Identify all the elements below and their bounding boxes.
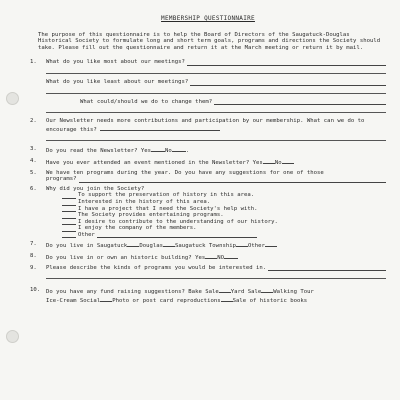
question-number: 3.: [30, 146, 37, 153]
answer-line[interactable]: [46, 105, 386, 113]
other-label: Other: [248, 243, 265, 250]
township-label: Saugatuck Township: [175, 243, 237, 250]
yes-blank[interactable]: [263, 158, 275, 164]
no-blank[interactable]: [224, 253, 238, 259]
option-row: [62, 192, 386, 199]
historic-books-label: Sale of historic books: [232, 297, 308, 304]
question-number: 8.: [30, 253, 37, 260]
option-label: I have a project that I need the Society's help with.: [78, 205, 258, 212]
answer-line[interactable]: [46, 271, 386, 279]
answer-line[interactable]: [46, 86, 386, 94]
question-9: [30, 265, 386, 280]
option-row: [62, 219, 386, 226]
township-blank[interactable]: [236, 241, 248, 247]
question-number: 4.: [30, 157, 37, 164]
punch-hole: [6, 330, 19, 343]
no-label: No: [165, 148, 172, 155]
answer-line[interactable]: [79, 177, 387, 183]
yes-blank[interactable]: [205, 253, 217, 259]
question-number: 6.: [30, 185, 37, 192]
answer-line[interactable]: [190, 80, 386, 86]
no-blank[interactable]: [282, 158, 294, 164]
question-6-text: Why did you join the Society?: [46, 185, 145, 192]
yes-label: Yes: [252, 159, 263, 166]
question-number: 10.: [30, 287, 41, 294]
question-5-text-cont: programs?: [46, 176, 77, 183]
question-1c-text: What could/should we do to change them?: [80, 98, 213, 105]
option-row: [62, 199, 386, 206]
douglas-blank[interactable]: [163, 241, 175, 247]
checkbox-blank[interactable]: [62, 200, 76, 206]
question-2: [30, 118, 386, 141]
question-5-text: We have ten programs during the year. Do you have any suggestions for one of those: [46, 169, 324, 176]
answer-line[interactable]: [46, 66, 386, 74]
bake-sale-label: Bake Sale: [188, 289, 219, 296]
photo-blank[interactable]: [221, 296, 233, 302]
ice-cream-social-label: Ice-Cream Social: [46, 297, 101, 304]
answer-line[interactable]: [46, 133, 386, 141]
ice-cream-blank[interactable]: [100, 296, 112, 302]
question-6: [30, 186, 386, 239]
yes-blank[interactable]: [151, 146, 165, 152]
question-5: [30, 170, 386, 183]
answer-line[interactable]: [100, 125, 220, 131]
no-label: NO: [217, 255, 225, 262]
page-title: MEMBERSHIP QUESTIONNAIRE: [161, 15, 255, 22]
option-label: The Society provides entertaining programs.: [78, 212, 224, 219]
question-9-text: Please describe the kinds of programs you would be interested in.: [46, 264, 267, 271]
option-label: I enjoy the company of the members.: [78, 225, 197, 232]
question-10-text: Do you have any fund raising suggestions?: [46, 289, 185, 296]
checkbox-blank[interactable]: [62, 226, 76, 232]
question-number: 5.: [30, 169, 37, 176]
bake-sale-blank[interactable]: [219, 287, 231, 293]
checkbox-blank[interactable]: [62, 219, 76, 225]
option-row: [62, 206, 386, 213]
answer-line[interactable]: [214, 99, 386, 105]
question-8-text: Do you live in or own an historic building?: [46, 255, 192, 262]
intro-paragraph: The purpose of this questionnaire is to help the Board of Directors of the Saugatuck-Douglas Historical Society to formulate long and short term goals, programs and directions the Society should take. Please fill out the questionnaire and return it at the March meeting or return it by mail.: [38, 31, 381, 51]
question-4-text: Have you ever attended an event mentioned in the Newsletter?: [46, 159, 250, 166]
question-7: [30, 241, 386, 250]
other-blank[interactable]: [265, 241, 277, 247]
answer-line[interactable]: [187, 60, 386, 66]
question-3-text: Do you read the Newsletter?: [46, 148, 138, 155]
answer-line[interactable]: [268, 265, 386, 271]
no-label: No: [274, 159, 282, 166]
question-1: [30, 59, 386, 113]
checkbox-blank[interactable]: [62, 206, 76, 212]
douglas-label: Douglas: [139, 243, 164, 250]
question-number: 7.: [30, 241, 37, 248]
option-label: Interested in the history of this area.: [78, 198, 211, 205]
question-4: [30, 158, 386, 167]
question-2-text: Our Newsletter needs more contributions and participation by our membership. What can we do to encourage this?: [46, 118, 365, 133]
checkbox-blank[interactable]: [62, 193, 76, 199]
option-label: To support the preservation of history in this area.: [78, 192, 255, 199]
yard-sale-blank[interactable]: [261, 287, 273, 293]
option-row: [62, 212, 386, 219]
question-3: 3. Do you read the Newsletter? Yes No .: [30, 146, 190, 155]
other-label: Other: [78, 231, 95, 238]
yes-label: Yes: [140, 148, 152, 155]
option-row: [62, 232, 386, 239]
checkbox-blank[interactable]: [62, 232, 76, 238]
walking-tour-label: Walking Tour: [273, 289, 314, 296]
question-number: 2.: [30, 118, 37, 125]
checkbox-blank[interactable]: [62, 213, 76, 219]
photo-repro-label: Photo or post card reproductions: [112, 297, 221, 304]
option-row: [62, 225, 386, 232]
no-blank[interactable]: [172, 146, 186, 152]
question-1a-text: What do you like most about our meetings?: [46, 59, 185, 66]
question-7-text: Do you live in Saugatuck: [46, 243, 128, 250]
punch-hole: [6, 92, 19, 105]
question-10: [30, 287, 386, 304]
question-number: 1.: [30, 59, 37, 66]
question-8: [30, 253, 386, 262]
question-1b-text: What do you like least about our meetings?: [46, 78, 189, 85]
option-label: I desire to contribute to the understanding of our history.: [78, 218, 278, 225]
yard-sale-label: Yard Sale: [230, 289, 262, 296]
question-number: 9.: [30, 264, 37, 271]
saugatuck-blank[interactable]: [127, 241, 139, 247]
other-line[interactable]: [97, 232, 257, 238]
yes-label: Yes: [195, 255, 206, 262]
